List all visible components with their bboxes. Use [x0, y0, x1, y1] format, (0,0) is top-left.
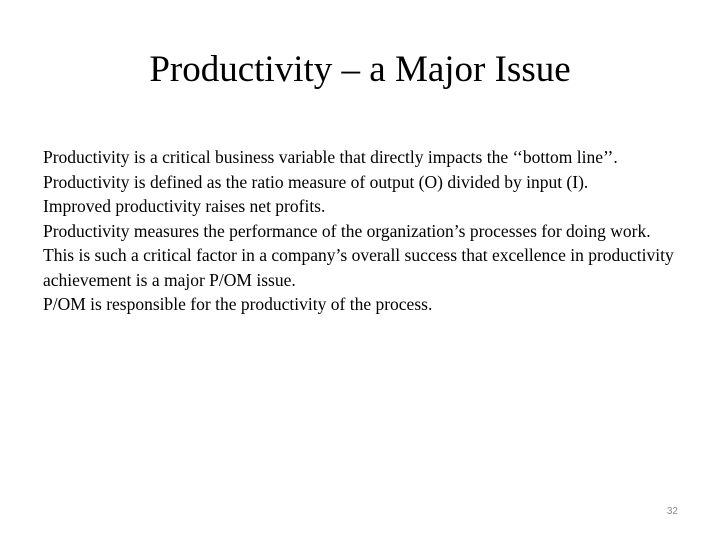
- bullet-item: Improved productivity raises net profits.: [43, 196, 326, 216]
- bullet-item: P/OM is responsible for the productivity of the process.: [43, 294, 433, 314]
- bullet-item: Productivity is a critical business variable that directly impacts the ‘‘bottom line’’.: [43, 147, 618, 167]
- bullet-item: This is such a critical factor in a company’s overall success that excellence in productivity achievement is a major P/OM issue.: [43, 245, 674, 290]
- slide-title: Productivity – a Major Issue: [149, 49, 571, 90]
- bullet-item: Productivity measures the performance of the organization’s processes for doing work.: [43, 220, 651, 241]
- page-number: 32: [666, 506, 678, 517]
- bullet-list: [43, 145, 683, 317]
- bullet-item: Productivity is defined as the ratio measure of output (O) divided by input (I).: [43, 171, 589, 192]
